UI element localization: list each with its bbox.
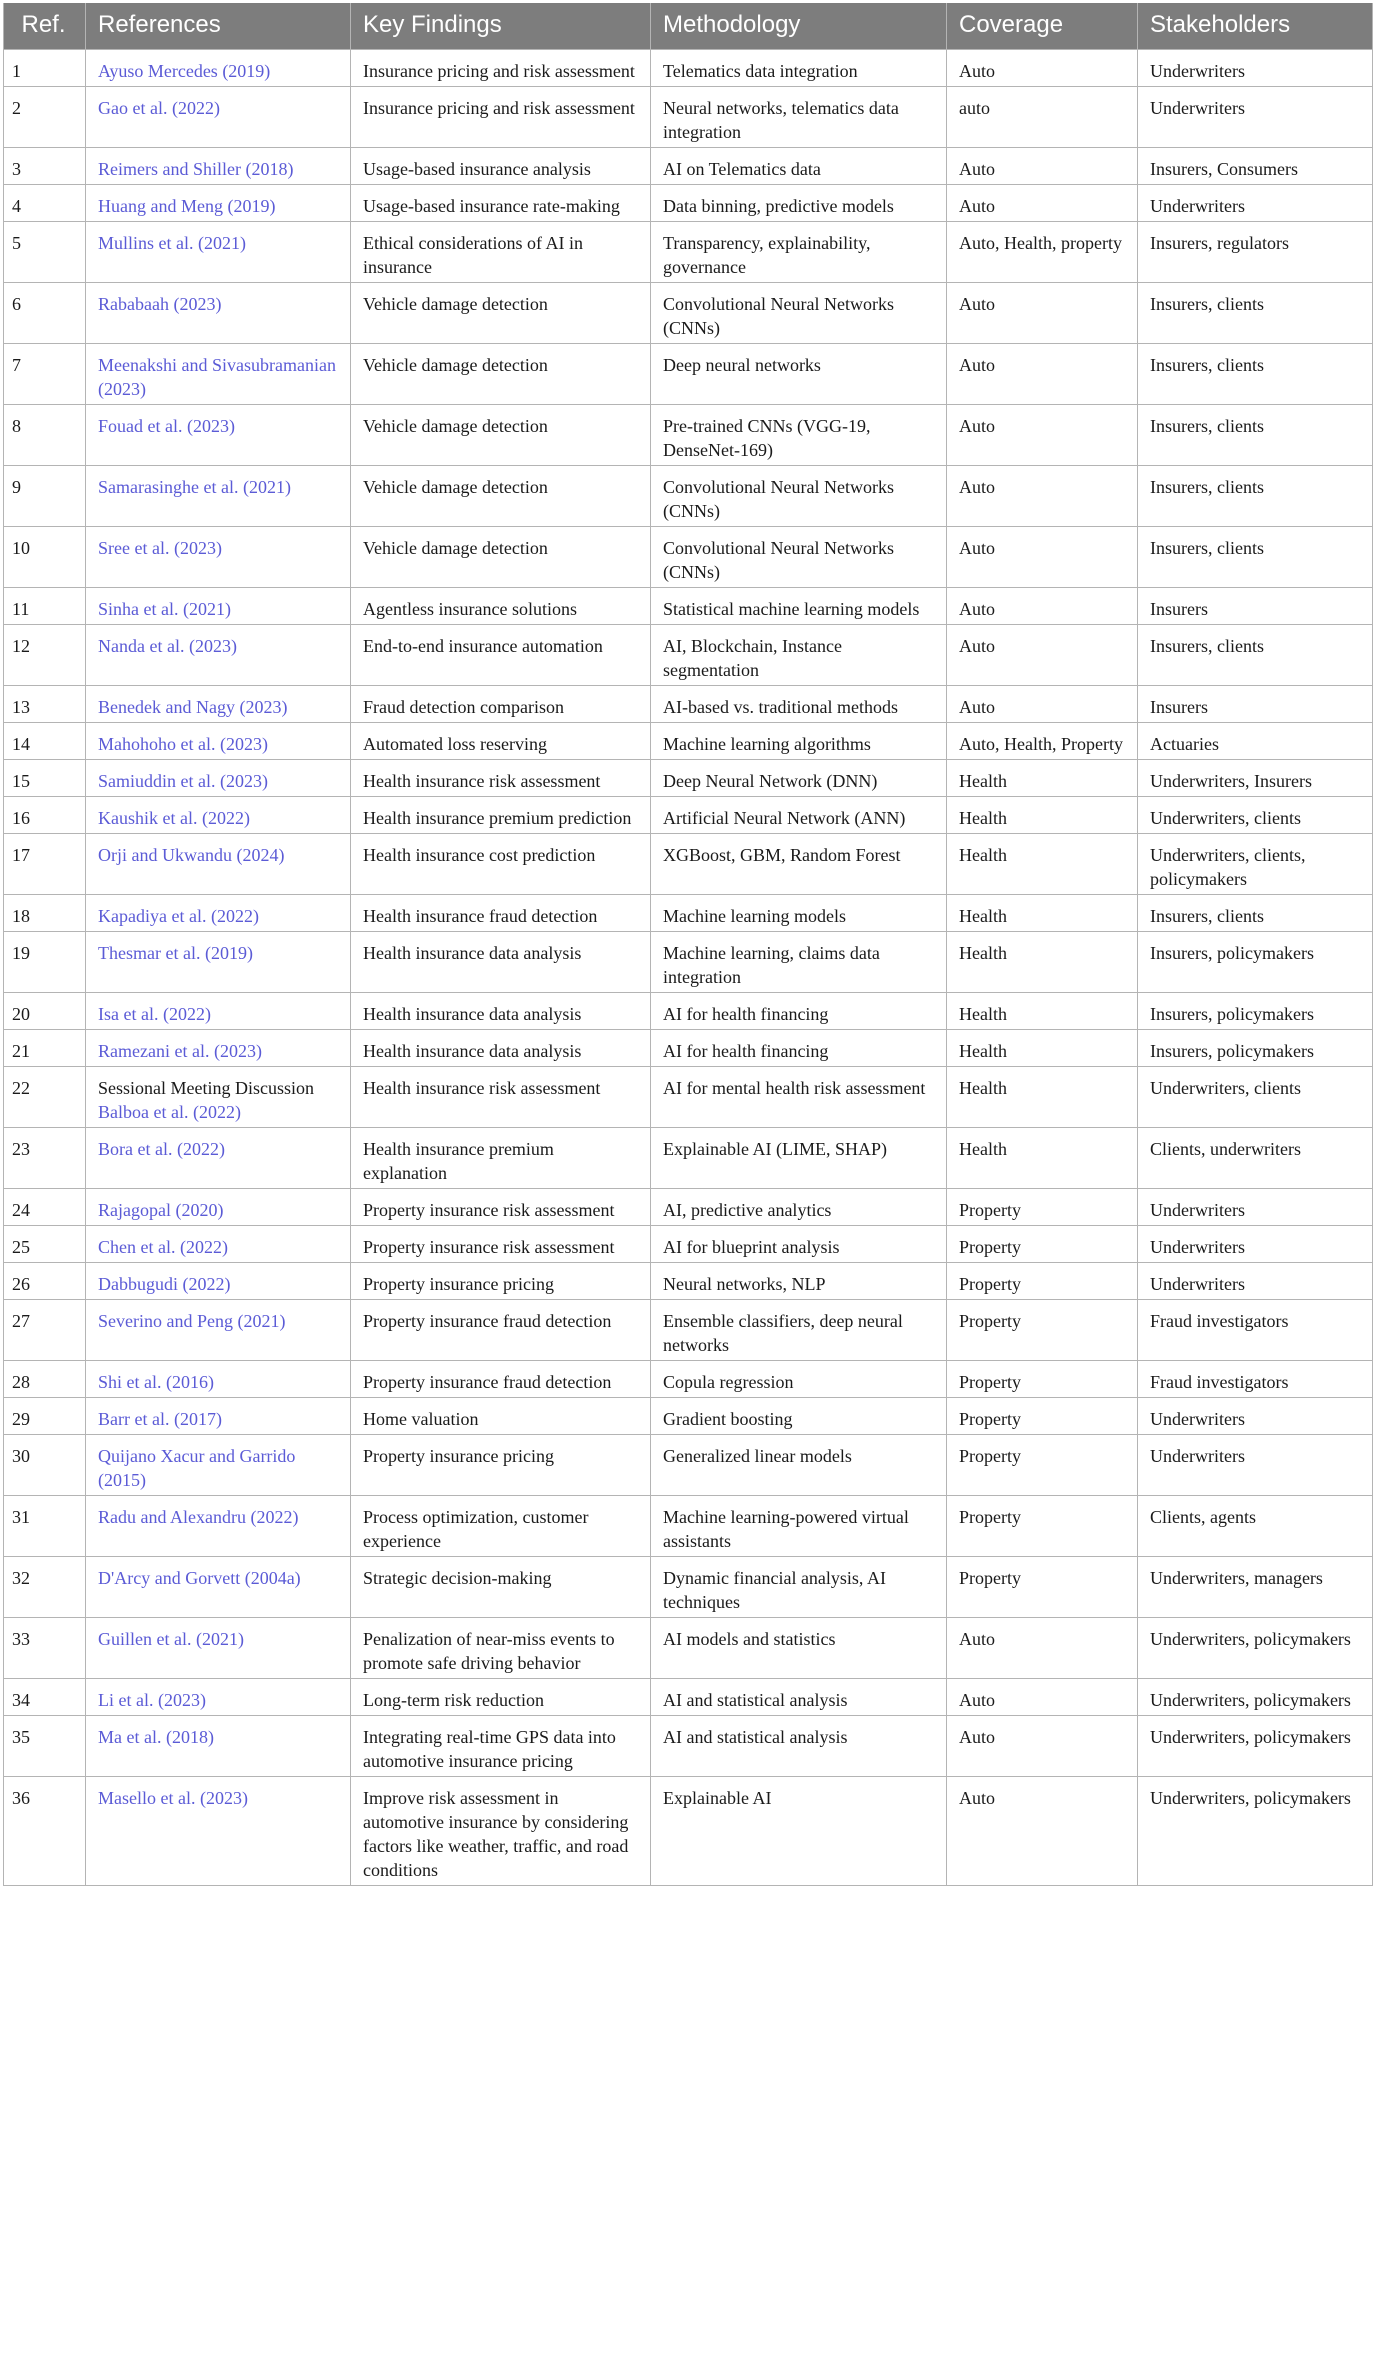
reference-cell bbox=[86, 895, 351, 932]
coverage-cell: Property bbox=[947, 1226, 1138, 1263]
header-row bbox=[4, 3, 1373, 50]
coverage-cell: Property bbox=[947, 1496, 1138, 1557]
ref-number: 34 bbox=[4, 1679, 86, 1716]
reference-cell bbox=[86, 527, 351, 588]
ref-number: 36 bbox=[4, 1777, 86, 1886]
methodology-cell: Machine learning, claims data integration bbox=[651, 932, 947, 993]
reference-cell bbox=[86, 148, 351, 185]
reference-cell bbox=[86, 993, 351, 1030]
stakeholders-cell: Underwriters, Insurers bbox=[1138, 760, 1373, 797]
ref-number: 35 bbox=[4, 1716, 86, 1777]
table-header bbox=[4, 3, 1373, 50]
methodology-cell: Data binning, predictive models bbox=[651, 185, 947, 222]
reference-prefix: Sessional Meeting Discussion bbox=[98, 1078, 314, 1098]
reference-cell bbox=[86, 1189, 351, 1226]
stakeholders-cell: Underwriters, clients bbox=[1138, 797, 1373, 834]
header-ref: Ref. bbox=[4, 3, 86, 50]
table-row bbox=[4, 993, 1373, 1030]
reference-link[interactable]: Shi et al. (2016) bbox=[98, 1372, 214, 1392]
methodology-cell: Convolutional Neural Networks (CNNs) bbox=[651, 466, 947, 527]
table-row bbox=[4, 1226, 1373, 1263]
methodology-cell: Artificial Neural Network (ANN) bbox=[651, 797, 947, 834]
stakeholders-cell: Actuaries bbox=[1138, 723, 1373, 760]
stakeholders-cell: Insurers, clients bbox=[1138, 283, 1373, 344]
key-findings-cell: End-to-end insurance automation bbox=[351, 625, 651, 686]
table-body bbox=[4, 50, 1373, 1886]
table-row bbox=[4, 760, 1373, 797]
methodology-cell: AI for health financing bbox=[651, 993, 947, 1030]
reference-link[interactable]: Sree et al. (2023) bbox=[98, 538, 222, 558]
reference-link[interactable]: Kaushik et al. (2022) bbox=[98, 808, 250, 828]
table-row bbox=[4, 1361, 1373, 1398]
methodology-cell: Convolutional Neural Networks (CNNs) bbox=[651, 283, 947, 344]
reference-link[interactable]: Huang and Meng (2019) bbox=[98, 196, 276, 216]
reference-link[interactable]: Samarasinghe et al. (2021) bbox=[98, 477, 291, 497]
key-findings-cell: Health insurance data analysis bbox=[351, 993, 651, 1030]
reference-link[interactable]: Isa et al. (2022) bbox=[98, 1004, 211, 1024]
methodology-cell: AI, Blockchain, Instance segmentation bbox=[651, 625, 947, 686]
table-row bbox=[4, 686, 1373, 723]
header-key-findings: Key Findings bbox=[351, 3, 651, 50]
key-findings-cell: Health insurance data analysis bbox=[351, 1030, 651, 1067]
stakeholders-cell: Underwriters bbox=[1138, 50, 1373, 87]
methodology-cell: AI models and statistics bbox=[651, 1618, 947, 1679]
reference-cell bbox=[86, 1679, 351, 1716]
reference-link[interactable]: Ramezani et al. (2023) bbox=[98, 1041, 262, 1061]
methodology-cell: AI for health financing bbox=[651, 1030, 947, 1067]
stakeholders-cell: Insurers bbox=[1138, 686, 1373, 723]
key-findings-cell: Vehicle damage detection bbox=[351, 466, 651, 527]
ref-number: 30 bbox=[4, 1435, 86, 1496]
coverage-cell: Auto bbox=[947, 686, 1138, 723]
reference-cell bbox=[86, 797, 351, 834]
key-findings-cell: Health insurance data analysis bbox=[351, 932, 651, 993]
key-findings-cell: Property insurance risk assessment bbox=[351, 1189, 651, 1226]
stakeholders-cell: Insurers, clients bbox=[1138, 405, 1373, 466]
coverage-cell: Health bbox=[947, 895, 1138, 932]
reference-cell bbox=[86, 1777, 351, 1886]
methodology-cell: Deep neural networks bbox=[651, 344, 947, 405]
stakeholders-cell: Underwriters bbox=[1138, 1398, 1373, 1435]
reference-cell bbox=[86, 222, 351, 283]
coverage-cell: Auto bbox=[947, 405, 1138, 466]
reference-cell bbox=[86, 1557, 351, 1618]
coverage-cell: Auto bbox=[947, 148, 1138, 185]
reference-link[interactable]: Thesmar et al. (2019) bbox=[98, 943, 253, 963]
reference-link[interactable]: Chen et al. (2022) bbox=[98, 1237, 228, 1257]
ref-number: 22 bbox=[4, 1067, 86, 1128]
reference-cell bbox=[86, 1618, 351, 1679]
reference-cell bbox=[86, 466, 351, 527]
ref-number: 8 bbox=[4, 405, 86, 466]
key-findings-cell: Ethical considerations of AI in insurance bbox=[351, 222, 651, 283]
table-row bbox=[4, 1557, 1373, 1618]
reference-cell bbox=[86, 185, 351, 222]
table-row bbox=[4, 405, 1373, 466]
ref-number: 7 bbox=[4, 344, 86, 405]
reference-link[interactable]: Guillen et al. (2021) bbox=[98, 1629, 244, 1649]
stakeholders-cell: Clients, agents bbox=[1138, 1496, 1373, 1557]
methodology-cell: Gradient boosting bbox=[651, 1398, 947, 1435]
stakeholders-cell: Underwriters bbox=[1138, 87, 1373, 148]
table-row bbox=[4, 1618, 1373, 1679]
table-row bbox=[4, 723, 1373, 760]
reference-link[interactable]: Sinha et al. (2021) bbox=[98, 599, 231, 619]
literature-table bbox=[3, 3, 1373, 1886]
reference-cell bbox=[86, 1263, 351, 1300]
table-row bbox=[4, 1263, 1373, 1300]
ref-number: 28 bbox=[4, 1361, 86, 1398]
methodology-cell: AI for blueprint analysis bbox=[651, 1226, 947, 1263]
table-row bbox=[4, 1777, 1373, 1886]
reference-link[interactable]: Li et al. (2023) bbox=[98, 1690, 206, 1710]
reference-cell bbox=[86, 723, 351, 760]
stakeholders-cell: Underwriters, policymakers bbox=[1138, 1679, 1373, 1716]
reference-link[interactable]: Reimers and Shiller (2018) bbox=[98, 159, 294, 179]
methodology-cell: AI for mental health risk assessment bbox=[651, 1067, 947, 1128]
methodology-cell: Machine learning models bbox=[651, 895, 947, 932]
coverage-cell: Health bbox=[947, 932, 1138, 993]
ref-number: 23 bbox=[4, 1128, 86, 1189]
coverage-cell: auto bbox=[947, 87, 1138, 148]
reference-cell bbox=[86, 1361, 351, 1398]
table-row bbox=[4, 1496, 1373, 1557]
reference-cell bbox=[86, 1435, 351, 1496]
key-findings-cell: Property insurance fraud detection bbox=[351, 1361, 651, 1398]
methodology-cell: Deep Neural Network (DNN) bbox=[651, 760, 947, 797]
coverage-cell: Health bbox=[947, 1128, 1138, 1189]
coverage-cell: Property bbox=[947, 1435, 1138, 1496]
ref-number: 27 bbox=[4, 1300, 86, 1361]
methodology-cell: Neural networks, NLP bbox=[651, 1263, 947, 1300]
stakeholders-cell: Insurers, clients bbox=[1138, 466, 1373, 527]
stakeholders-cell: Insurers, Consumers bbox=[1138, 148, 1373, 185]
methodology-cell: AI-based vs. traditional methods bbox=[651, 686, 947, 723]
coverage-cell: Auto bbox=[947, 1777, 1138, 1886]
stakeholders-cell: Underwriters bbox=[1138, 185, 1373, 222]
reference-link[interactable]: Ma et al. (2018) bbox=[98, 1727, 214, 1747]
ref-number: 5 bbox=[4, 222, 86, 283]
reference-cell bbox=[86, 283, 351, 344]
key-findings-cell: Improve risk assessment in automotive insurance by considering factors like weather, traffic, and road conditions bbox=[351, 1777, 651, 1886]
key-findings-cell: Agentless insurance solutions bbox=[351, 588, 651, 625]
key-findings-cell: Property insurance pricing bbox=[351, 1263, 651, 1300]
key-findings-cell: Property insurance fraud detection bbox=[351, 1300, 651, 1361]
reference-cell bbox=[86, 405, 351, 466]
coverage-cell: Auto bbox=[947, 1716, 1138, 1777]
coverage-cell: Property bbox=[947, 1557, 1138, 1618]
stakeholders-cell: Insurers bbox=[1138, 588, 1373, 625]
ref-number: 4 bbox=[4, 185, 86, 222]
methodology-cell: AI and statistical analysis bbox=[651, 1716, 947, 1777]
stakeholders-cell: Insurers, policymakers bbox=[1138, 1030, 1373, 1067]
reference-link[interactable]: D'Arcy and Gorvett (2004a) bbox=[98, 1568, 301, 1588]
table-row bbox=[4, 148, 1373, 185]
key-findings-cell: Health insurance cost prediction bbox=[351, 834, 651, 895]
methodology-cell: AI on Telematics data bbox=[651, 148, 947, 185]
coverage-cell: Health bbox=[947, 1030, 1138, 1067]
coverage-cell: Auto, Health, Property bbox=[947, 723, 1138, 760]
stakeholders-cell: Insurers, policymakers bbox=[1138, 993, 1373, 1030]
key-findings-cell: Long-term risk reduction bbox=[351, 1679, 651, 1716]
header-stakeholders: Stakeholders bbox=[1138, 3, 1373, 50]
reference-cell bbox=[86, 588, 351, 625]
header-references: References bbox=[86, 3, 351, 50]
reference-cell bbox=[86, 625, 351, 686]
reference-link[interactable]: Masello et al. (2023) bbox=[98, 1788, 248, 1808]
methodology-cell: Ensemble classifiers, deep neural networks bbox=[651, 1300, 947, 1361]
reference-link[interactable]: Rajagopal (2020) bbox=[98, 1200, 224, 1220]
stakeholders-cell: Underwriters, managers bbox=[1138, 1557, 1373, 1618]
methodology-cell: Machine learning-powered virtual assistants bbox=[651, 1496, 947, 1557]
key-findings-cell: Property insurance risk assessment bbox=[351, 1226, 651, 1263]
coverage-cell: Auto bbox=[947, 50, 1138, 87]
key-findings-cell: Insurance pricing and risk assessment bbox=[351, 50, 651, 87]
key-findings-cell: Automated loss reserving bbox=[351, 723, 651, 760]
stakeholders-cell: Fraud investigators bbox=[1138, 1300, 1373, 1361]
table-row bbox=[4, 1030, 1373, 1067]
ref-number: 17 bbox=[4, 834, 86, 895]
reference-cell bbox=[86, 932, 351, 993]
methodology-cell: Statistical machine learning models bbox=[651, 588, 947, 625]
methodology-cell: Machine learning algorithms bbox=[651, 723, 947, 760]
ref-number: 21 bbox=[4, 1030, 86, 1067]
ref-number: 24 bbox=[4, 1189, 86, 1226]
reference-cell bbox=[86, 760, 351, 797]
table-row bbox=[4, 87, 1373, 148]
stakeholders-cell: Underwriters, clients bbox=[1138, 1067, 1373, 1128]
coverage-cell: Property bbox=[947, 1189, 1138, 1226]
table-row bbox=[4, 1128, 1373, 1189]
methodology-cell: Explainable AI bbox=[651, 1777, 947, 1886]
coverage-cell: Property bbox=[947, 1263, 1138, 1300]
reference-link[interactable]: Meenakshi and Sivasubramanian (2023) bbox=[98, 355, 336, 399]
ref-number: 3 bbox=[4, 148, 86, 185]
ref-number: 29 bbox=[4, 1398, 86, 1435]
stakeholders-cell: Underwriters bbox=[1138, 1226, 1373, 1263]
key-findings-cell: Home valuation bbox=[351, 1398, 651, 1435]
table-row bbox=[4, 222, 1373, 283]
coverage-cell: Auto bbox=[947, 283, 1138, 344]
coverage-cell: Auto bbox=[947, 1618, 1138, 1679]
coverage-cell: Health bbox=[947, 797, 1138, 834]
reference-cell bbox=[86, 1128, 351, 1189]
table-row bbox=[4, 185, 1373, 222]
key-findings-cell: Usage-based insurance rate-making bbox=[351, 185, 651, 222]
coverage-cell: Health bbox=[947, 834, 1138, 895]
ref-number: 33 bbox=[4, 1618, 86, 1679]
methodology-cell: Transparency, explainability, governance bbox=[651, 222, 947, 283]
reference-link[interactable]: Orji and Ukwandu (2024) bbox=[98, 845, 285, 865]
ref-number: 10 bbox=[4, 527, 86, 588]
key-findings-cell: Penalization of near-miss events to promote safe driving behavior bbox=[351, 1618, 651, 1679]
ref-number: 31 bbox=[4, 1496, 86, 1557]
ref-number: 15 bbox=[4, 760, 86, 797]
coverage-cell: Auto bbox=[947, 527, 1138, 588]
methodology-cell: AI and statistical analysis bbox=[651, 1679, 947, 1716]
ref-number: 14 bbox=[4, 723, 86, 760]
key-findings-cell: Insurance pricing and risk assessment bbox=[351, 87, 651, 148]
reference-cell bbox=[86, 50, 351, 87]
reference-link[interactable]: Radu and Alexandru (2022) bbox=[98, 1507, 299, 1527]
methodology-cell: Generalized linear models bbox=[651, 1435, 947, 1496]
ref-number: 18 bbox=[4, 895, 86, 932]
reference-cell bbox=[86, 686, 351, 723]
table-row bbox=[4, 895, 1373, 932]
coverage-cell: Auto bbox=[947, 185, 1138, 222]
stakeholders-cell: Insurers, regulators bbox=[1138, 222, 1373, 283]
coverage-cell: Health bbox=[947, 760, 1138, 797]
ref-number: 12 bbox=[4, 625, 86, 686]
reference-link[interactable]: Mahohoho et al. (2023) bbox=[98, 734, 268, 754]
coverage-cell: Health bbox=[947, 993, 1138, 1030]
methodology-cell: Neural networks, telematics data integration bbox=[651, 87, 947, 148]
reference-link[interactable]: Nanda et al. (2023) bbox=[98, 636, 237, 656]
reference-link[interactable]: Gao et al. (2022) bbox=[98, 98, 220, 118]
coverage-cell: Auto bbox=[947, 466, 1138, 527]
key-findings-cell: Health insurance risk assessment bbox=[351, 760, 651, 797]
ref-number: 9 bbox=[4, 466, 86, 527]
reference-link[interactable]: Bora et al. (2022) bbox=[98, 1139, 225, 1159]
table-row bbox=[4, 1435, 1373, 1496]
stakeholders-cell: Underwriters bbox=[1138, 1189, 1373, 1226]
reference-link[interactable]: Quijano Xacur and Garrido (2015) bbox=[98, 1446, 296, 1490]
table-row bbox=[4, 1398, 1373, 1435]
header-methodology: Methodology bbox=[651, 3, 947, 50]
key-findings-cell: Health insurance fraud detection bbox=[351, 895, 651, 932]
key-findings-cell: Integrating real-time GPS data into automotive insurance pricing bbox=[351, 1716, 651, 1777]
ref-number: 25 bbox=[4, 1226, 86, 1263]
table-row bbox=[4, 1300, 1373, 1361]
coverage-cell: Auto bbox=[947, 625, 1138, 686]
table-row bbox=[4, 283, 1373, 344]
reference-link[interactable]: Mullins et al. (2021) bbox=[98, 233, 246, 253]
methodology-cell: Telematics data integration bbox=[651, 50, 947, 87]
reference-cell bbox=[86, 1398, 351, 1435]
stakeholders-cell: Underwriters, policymakers bbox=[1138, 1618, 1373, 1679]
reference-cell bbox=[86, 1067, 351, 1128]
coverage-cell: Property bbox=[947, 1300, 1138, 1361]
reference-link[interactable]: Rababaah (2023) bbox=[98, 294, 222, 314]
stakeholders-cell: Underwriters, clients, policymakers bbox=[1138, 834, 1373, 895]
stakeholders-cell: Underwriters, policymakers bbox=[1138, 1777, 1373, 1886]
coverage-cell: Property bbox=[947, 1361, 1138, 1398]
ref-number: 19 bbox=[4, 932, 86, 993]
stakeholders-cell: Underwriters bbox=[1138, 1435, 1373, 1496]
key-findings-cell: Strategic decision-making bbox=[351, 1557, 651, 1618]
methodology-cell: Dynamic financial analysis, AI techniques bbox=[651, 1557, 947, 1618]
reference-link[interactable]: Severino and Peng (2021) bbox=[98, 1311, 286, 1331]
reference-cell bbox=[86, 1496, 351, 1557]
reference-cell bbox=[86, 834, 351, 895]
reference-link[interactable]: Kapadiya et al. (2022) bbox=[98, 906, 259, 926]
coverage-cell: Auto bbox=[947, 588, 1138, 625]
table-row bbox=[4, 834, 1373, 895]
ref-number: 13 bbox=[4, 686, 86, 723]
reference-link[interactable]: Samiuddin et al. (2023) bbox=[98, 771, 268, 791]
coverage-cell: Health bbox=[947, 1067, 1138, 1128]
stakeholders-cell: Underwriters bbox=[1138, 1263, 1373, 1300]
header-coverage: Coverage bbox=[947, 3, 1138, 50]
table-row bbox=[4, 1189, 1373, 1226]
reference-cell bbox=[86, 1226, 351, 1263]
stakeholders-cell: Insurers, clients bbox=[1138, 527, 1373, 588]
key-findings-cell: Usage-based insurance analysis bbox=[351, 148, 651, 185]
key-findings-cell: Vehicle damage detection bbox=[351, 344, 651, 405]
stakeholders-cell: Clients, underwriters bbox=[1138, 1128, 1373, 1189]
reference-link[interactable]: Balboa et al. (2022) bbox=[98, 1102, 241, 1122]
reference-link[interactable]: Ayuso Mercedes (2019) bbox=[98, 61, 271, 81]
methodology-cell: XGBoost, GBM, Random Forest bbox=[651, 834, 947, 895]
table-row bbox=[4, 527, 1373, 588]
coverage-cell: Auto bbox=[947, 1679, 1138, 1716]
ref-number: 16 bbox=[4, 797, 86, 834]
key-findings-cell: Health insurance risk assessment bbox=[351, 1067, 651, 1128]
ref-number: 1 bbox=[4, 50, 86, 87]
coverage-cell: Auto bbox=[947, 344, 1138, 405]
reference-link[interactable]: Benedek and Nagy (2023) bbox=[98, 697, 288, 717]
reference-cell bbox=[86, 1300, 351, 1361]
stakeholders-cell: Fraud investigators bbox=[1138, 1361, 1373, 1398]
coverage-cell: Property bbox=[947, 1398, 1138, 1435]
key-findings-cell: Vehicle damage detection bbox=[351, 405, 651, 466]
key-findings-cell: Vehicle damage detection bbox=[351, 527, 651, 588]
key-findings-cell: Vehicle damage detection bbox=[351, 283, 651, 344]
reference-cell bbox=[86, 1716, 351, 1777]
table-row bbox=[4, 466, 1373, 527]
ref-number: 6 bbox=[4, 283, 86, 344]
reference-link[interactable]: Dabbugudi (2022) bbox=[98, 1274, 231, 1294]
key-findings-cell: Health insurance premium prediction bbox=[351, 797, 651, 834]
stakeholders-cell: Insurers, clients bbox=[1138, 625, 1373, 686]
methodology-cell: Copula regression bbox=[651, 1361, 947, 1398]
stakeholders-cell: Insurers, policymakers bbox=[1138, 932, 1373, 993]
table-row bbox=[4, 588, 1373, 625]
coverage-cell: Auto, Health, property bbox=[947, 222, 1138, 283]
key-findings-cell: Process optimization, customer experience bbox=[351, 1496, 651, 1557]
methodology-cell: AI, predictive analytics bbox=[651, 1189, 947, 1226]
key-findings-cell: Fraud detection comparison bbox=[351, 686, 651, 723]
table-row bbox=[4, 1679, 1373, 1716]
table-row bbox=[4, 625, 1373, 686]
methodology-cell: Explainable AI (LIME, SHAP) bbox=[651, 1128, 947, 1189]
table-row bbox=[4, 50, 1373, 87]
ref-number: 32 bbox=[4, 1557, 86, 1618]
table-row bbox=[4, 1067, 1373, 1128]
table-row bbox=[4, 1716, 1373, 1777]
reference-cell bbox=[86, 344, 351, 405]
stakeholders-cell: Insurers, clients bbox=[1138, 344, 1373, 405]
ref-number: 26 bbox=[4, 1263, 86, 1300]
methodology-cell: Pre-trained CNNs (VGG-19, DenseNet-169) bbox=[651, 405, 947, 466]
table-row bbox=[4, 797, 1373, 834]
methodology-cell: Convolutional Neural Networks (CNNs) bbox=[651, 527, 947, 588]
key-findings-cell: Health insurance premium explanation bbox=[351, 1128, 651, 1189]
reference-cell bbox=[86, 87, 351, 148]
reference-link[interactable]: Fouad et al. (2023) bbox=[98, 416, 235, 436]
reference-link[interactable]: Barr et al. (2017) bbox=[98, 1409, 222, 1429]
table-row bbox=[4, 932, 1373, 993]
ref-number: 2 bbox=[4, 87, 86, 148]
key-findings-cell: Property insurance pricing bbox=[351, 1435, 651, 1496]
ref-number: 20 bbox=[4, 993, 86, 1030]
table-row bbox=[4, 344, 1373, 405]
stakeholders-cell: Underwriters, policymakers bbox=[1138, 1716, 1373, 1777]
stakeholders-cell: Insurers, clients bbox=[1138, 895, 1373, 932]
reference-cell bbox=[86, 1030, 351, 1067]
ref-number: 11 bbox=[4, 588, 86, 625]
